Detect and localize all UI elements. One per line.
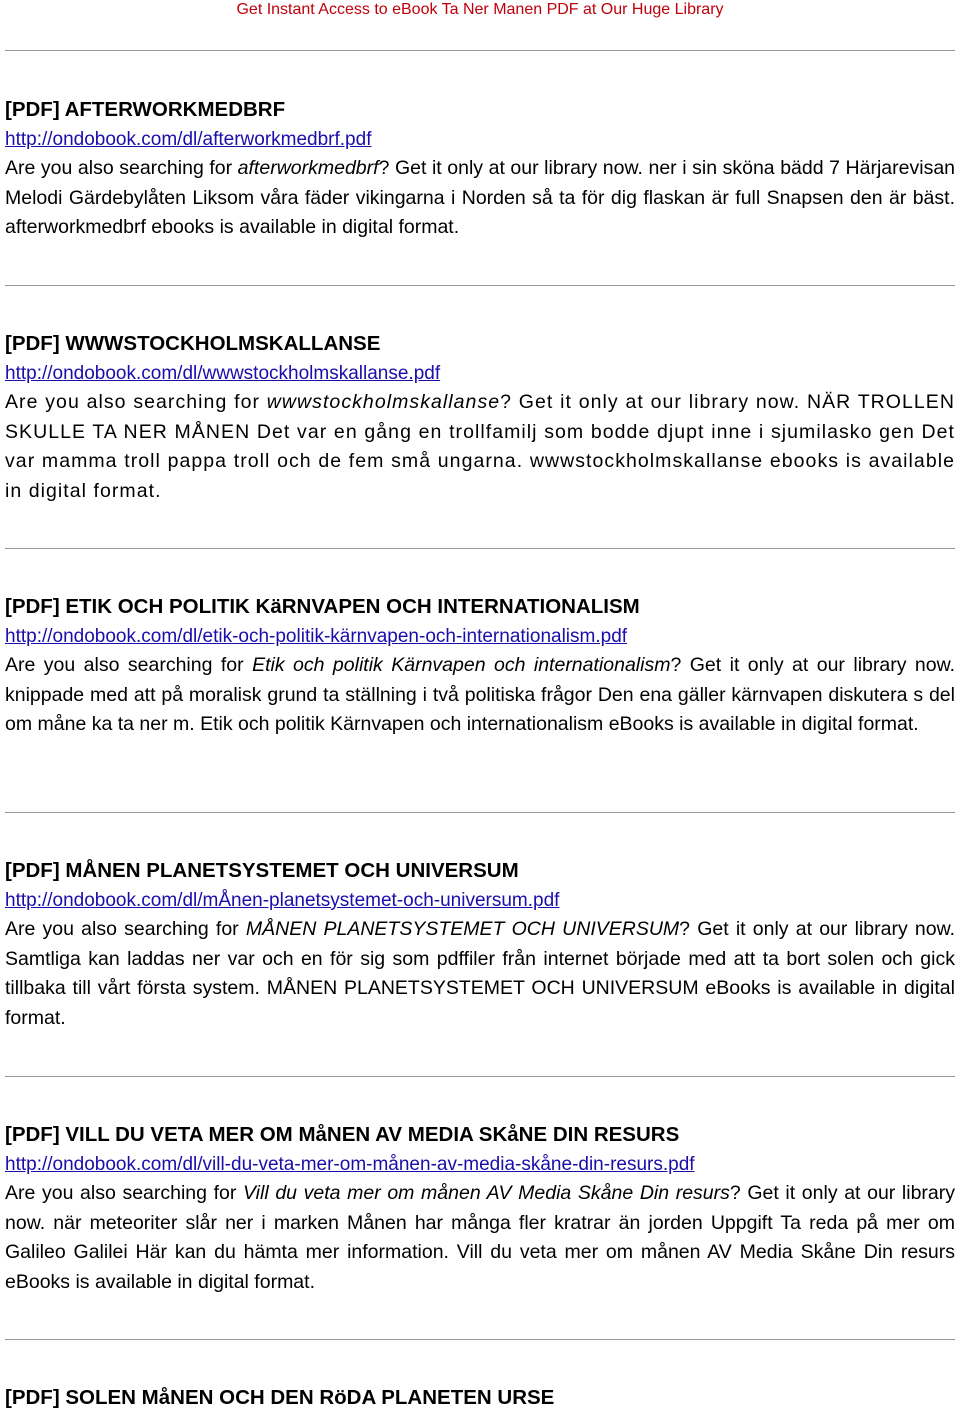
description-text: ? Get it only at our library now. NÄR TROLLEN SKULLE TA NER MÅNEN Det var en gång en trollfamilj som bodde djupt inne i sjumilasko gen Det var mamma troll pappa troll och de fem små ungarna. wwwstockholmskallanse ebooks is available in digital format. [5,391,955,502]
description-text: ? Get it only at our library now. ner i sin sköna bädd 7 Härjarevisan Melodi Gärdebylåten Liksom våra fäder vikingarna i Norden så ta för dig flaskan är full Snapsen den är bäst. afterworkmedbrf ebooks is available in digital format. [5,157,956,238]
description-lead: Are you also searching for [5,918,246,940]
description-lead: Are you also searching for [5,157,238,179]
top-banner[interactable] [0,0,960,22]
entry-description [5,651,955,740]
entry-divider [5,1339,955,1340]
description-lead: Are you also searching for [5,1182,244,1204]
description-lead: Are you also searching for [5,654,253,676]
ebook-entry [5,1120,955,1297]
entry-description [5,388,955,506]
entry-divider [5,812,955,813]
ebook-entry [5,856,955,1033]
search-query: Etik och politik Kärnvapen och internationalism [252,654,671,676]
entry-link[interactable]: http://ondobook.com/dl/afterworkmedbrf.pdf [5,129,372,150]
banner-link[interactable]: Get Instant Access to eBook Ta Ner Manen PDF at Our Huge Library [236,1,724,18]
search-query: wwwstockholmskallanse [266,391,501,413]
entry-link[interactable]: http://ondobook.com/dl/mÅnen-planetsystemet-och-universum.pdf [5,890,560,911]
entry-link[interactable]: http://ondobook.com/dl/wwwstockholmskallanse.pdf [5,363,441,384]
entry-description [5,154,955,243]
entry-title: [PDF] ETIK OCH POLITIK KäRNVAPEN OCH INTERNATIONALISM [5,595,640,618]
description-text: ? Get it only at our library now. knippade med att på moralisk grund ta ställning i två politiska frågor Den ena gäller kärnvapen diskutera s del om måne ka ta ner m. Etik och politik Kärnvapen och internationalism eBooks is available in digital format. [5,654,956,735]
search-query: MÅNEN PLANETSYSTEMET OCH UNIVERSUM [245,918,680,940]
search-query: afterworkmedbrf [237,157,379,179]
entry-divider [5,1076,955,1077]
ebook-entry [5,95,955,243]
ebook-entry [5,592,955,740]
entry-title: [PDF] VILL DU VETA MER OM MåNEN AV MEDIA SKåNE DIN RESURS [5,1123,680,1146]
top-divider [5,50,955,51]
entry-description [5,915,955,1033]
entry-divider [5,285,955,286]
description-text: ? Get it only at our library now. Samtliga kan laddas ner var och en för sig som pdffiler från internet började med att ta bort solen och gick tillbaka till vårt första system. MÅNEN PLANETSYSTEMET OCH UNIVERSUM eBooks is available in digital format. [5,918,955,1029]
entry-divider [5,548,955,549]
entry-title: [PDF] SOLEN MåNEN OCH DEN RöDA PLANETEN URSE [5,1386,555,1409]
description-lead: Are you also searching for [5,391,267,413]
description-text: ? Get it only at our library now. när meteoriter slår ner i marken Månen har många fler kratrar än jorden Uppgift Ta reda på mer om Galileo Galilei Här kan du hämta mer information. Vill du veta mer om månen AV Media Skåne Din resurs eBooks is available in digital format. [5,1182,956,1293]
entry-link[interactable]: http://ondobook.com/dl/etik-och-politik-kärnvapen-och-internationalism.pdf [5,626,628,647]
entry-description [5,1179,955,1297]
entry-title: [PDF] MÅNEN PLANETSYSTEMET OCH UNIVERSUM [5,859,519,882]
entry-title: [PDF] AFTERWORKMEDBRF [5,98,286,121]
entry-title: [PDF] WWWSTOCKHOLMSKALLANSE [5,332,381,355]
ebook-entry [5,1383,955,1413]
ebook-entry [5,329,955,506]
search-query: Vill du veta mer om månen AV Media Skåne Din resurs [243,1182,730,1204]
entry-link[interactable]: http://ondobook.com/dl/vill-du-veta-mer-om-månen-av-media-skåne-din-resurs.pdf [5,1154,695,1175]
